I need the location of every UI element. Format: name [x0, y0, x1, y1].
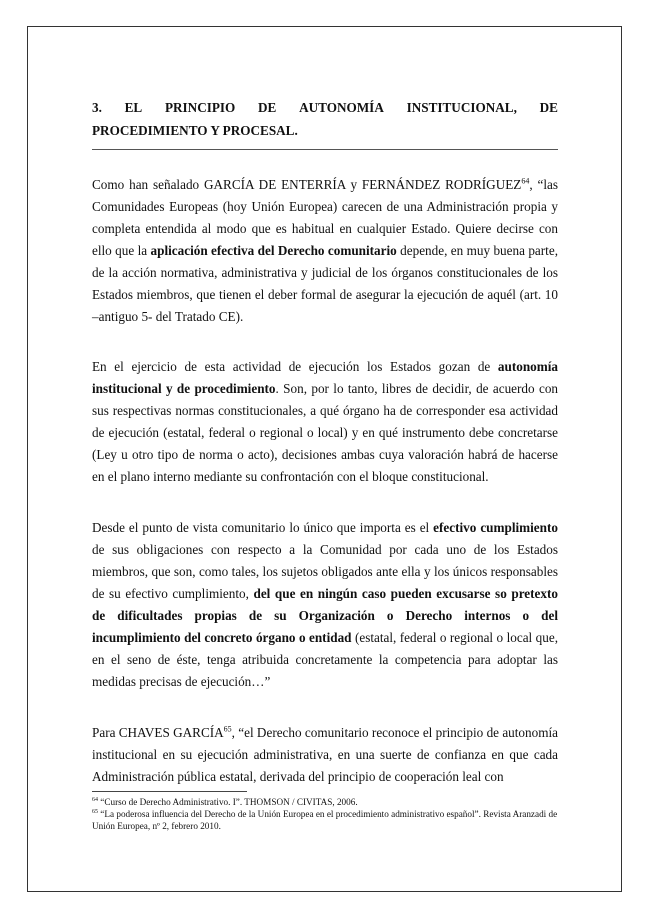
text-span: de sus obligaciones con respecto a la Comunidad por cada uno de los Estados miembros, que son, como tales, los sujetos obligados ante ella y los únicos responsables de su efectivo cumplimiento, [92, 542, 558, 601]
footnote-64 [92, 796, 562, 808]
text-span: Desde el punto de vista comunitario lo único que importa es el [92, 520, 434, 535]
document-body [92, 96, 558, 788]
footnote-ref-64[interactable]: 64 [521, 176, 530, 186]
bold-text: del que en ningún caso pueden excusarse so pretexto de dificultades propias de su Organización o Derecho internos o del incumplimiento del concreto órgano o entidad [92, 586, 558, 645]
footnote-text: “Curso de Derecho Administrativo. I”. THOMSON / CIVITAS, 2006. [98, 797, 358, 807]
heading-word: EL [124, 100, 143, 115]
text-span: En el ejercicio de esta actividad de ejecución los Estados gozan de [92, 359, 498, 374]
text-span: Para CHAVES GARCÍA [92, 725, 224, 740]
text-span: Como han señalado GARCÍA DE ENTERRÍA y FERNÁNDEZ RODRÍGUEZ [92, 177, 522, 192]
heading-word: AUTONOMÍA [299, 100, 384, 115]
footnote-ref-65[interactable]: 65 [223, 724, 232, 734]
paragraph-2 [92, 356, 558, 488]
footnote-number: 65 [92, 808, 98, 815]
heading-word: DE [258, 100, 277, 115]
section-heading [92, 96, 558, 142]
heading-word: DE [539, 100, 558, 115]
paragraph-3 [92, 517, 558, 693]
footnote-65 [92, 808, 562, 832]
text-span: depende, en muy buena parte, de la acción normativa, administrativa y judicial de los órganos constitucionales de los Estados miembros, que tienen el deber formal de asegurar la ejecución de aquél (art. 10 –antiguo 5- del Tratado CE). [92, 243, 558, 324]
heading-word: 3. [92, 100, 102, 115]
bold-text: aplicación efectiva del Derecho comunitario [150, 243, 397, 258]
heading-word: PRINCIPIO [164, 100, 236, 115]
bold-text: autonomía institucional y de procedimiento [92, 359, 558, 396]
text-span: (estatal, federal o regional o local que, en el seno de éste, tenga atribuida concretamente la competencia para adoptar las medidas precisas de ejecución…” [92, 630, 558, 689]
footnotes [92, 796, 562, 832]
paragraph-4 [92, 722, 558, 788]
text-span: . Son, por lo tanto, libres de decidir, de acuerdo con sus respectivas normas constitucionales, a qué órgano ha de corresponder esa actividad de ejecución (estatal, federal o regional o local) y en qué instrumento debe concretarse (Ley u otro tipo de norma o acto), decisiones ambas cuya valoración habrá de hacerse en el plano interno mediante su confrontación con el bloque constitucional. [92, 381, 559, 484]
heading-word: INSTITUCIONAL, [406, 100, 517, 115]
heading-line-1 [92, 96, 558, 119]
text-span: , “el Derecho comunitario reconoce el principio de autonomía institucional en su ejecución administrativa, en una suerte de confianza en que cada Administración pública estatal, derivada del principio de cooperación leal con [92, 725, 558, 784]
heading-line-2: PROCEDIMIENTO Y PROCESAL. [92, 123, 298, 138]
paragraph-1 [92, 174, 558, 328]
footnote-number: 64 [92, 796, 98, 803]
text-span: , “las Comunidades Europeas (hoy Unión Europea) carecen de una Administración propia y completa entendida al modo que es habitual en cualquier Estado. Quiere decirse con ello que la [92, 177, 558, 258]
footnote-text: “La poderosa influencia del Derecho de la Unión Europea en el procedimiento administrativo español”. Revista Aranzadi de Unión Europea, nº 2, febrero 2010. [92, 809, 558, 831]
footnote-separator [92, 791, 247, 792]
bold-text: efectivo cumplimiento [433, 520, 558, 535]
